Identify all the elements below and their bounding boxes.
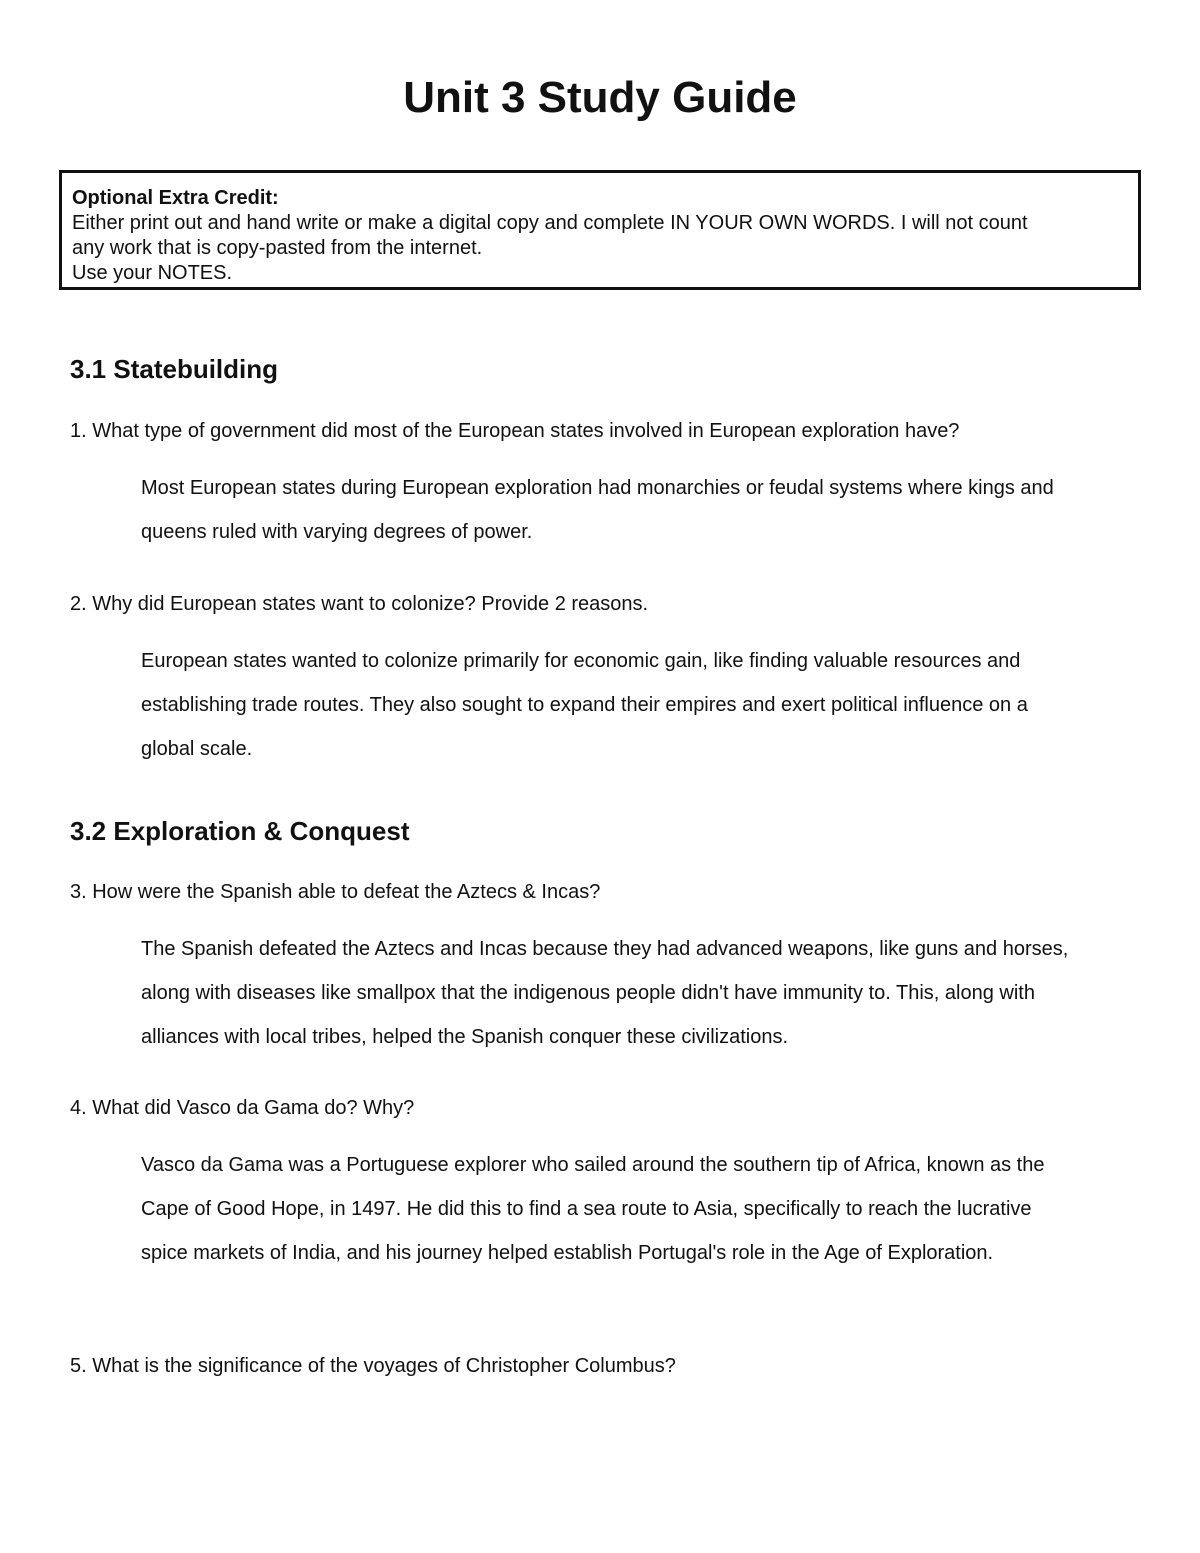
extra-credit-heading: Optional Extra Credit: <box>72 187 279 209</box>
extra-credit-text-line: Use your NOTES. <box>72 262 233 284</box>
extra-credit-box <box>59 170 1141 290</box>
question-text: 1. What type of government did most of the European states involved in European exploration have? <box>70 420 960 442</box>
question-text: 3. How were the Spanish able to defeat the Aztecs & Incas? <box>70 881 601 903</box>
question-text: 2. Why did European states want to colonize? Provide 2 reasons. <box>70 593 649 615</box>
page-title: Unit 3 Study Guide <box>403 73 797 122</box>
section-heading: 3.1 Statebuilding <box>70 354 279 384</box>
answer-text: Most European states during European exploration had monarchies or feudal systems where kings and queens ruled with varying degrees of power. <box>141 477 1054 543</box>
extra-credit-text-line: Either print out and hand write or make a digital copy and complete IN YOUR OWN WORDS. I will not count <box>72 212 1028 234</box>
extra-credit-text-line: any work that is copy-pasted from the internet. <box>72 237 483 259</box>
question-text: 4. What did Vasco da Gama do? Why? <box>70 1097 415 1119</box>
question-text: 5. What is the significance of the voyages of Christopher Columbus? <box>70 1355 676 1377</box>
answer-text: Vasco da Gama was a Portuguese explorer who sailed around the southern tip of Africa, known as the Cape of Good Hope, in 1497. He did this to find a sea route to Asia, specifically to reach the lucrative spice markets of India, and his journey helped establish Portugal's role in the Age of Exploration. <box>141 1154 1045 1264</box>
section-heading: 3.2 Exploration & Conquest <box>70 816 410 846</box>
answer-text: European states wanted to colonize primarily for economic gain, like finding valuable resources and establishing trade routes. They also sought to expand their empires and exert political influence on a global scale. <box>141 650 1028 760</box>
answer-text: The Spanish defeated the Aztecs and Incas because they had advanced weapons, like guns and horses, along with diseases like smallpox that the indigenous people didn't have immunity to. This, along with alliances with local tribes, helped the Spanish conquer these civilizations. <box>141 938 1069 1048</box>
